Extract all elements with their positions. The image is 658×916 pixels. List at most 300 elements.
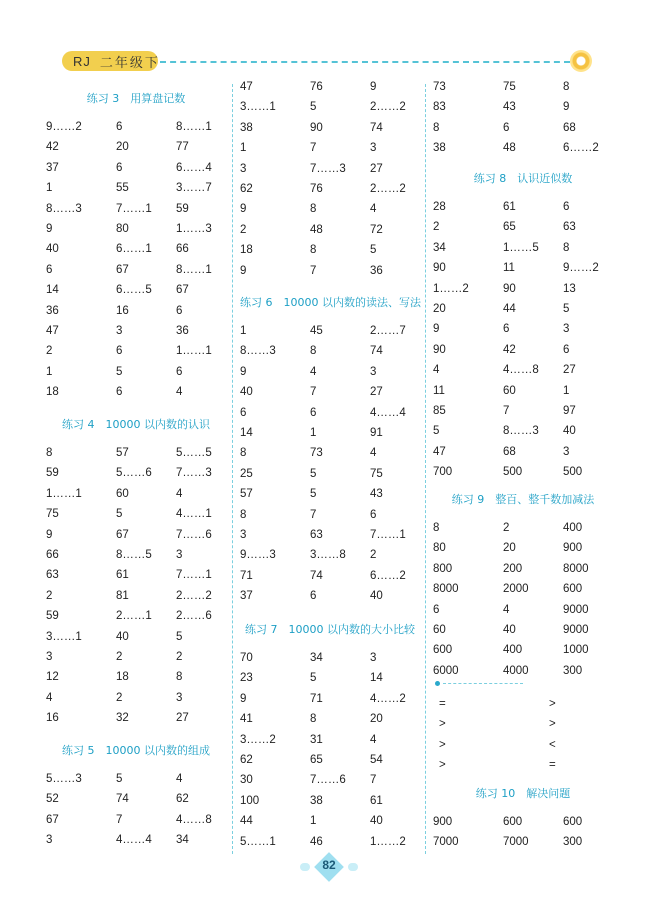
answer-cell: 40	[370, 590, 383, 603]
answer-cell: 1000	[563, 644, 589, 657]
answer-cell: 6	[116, 345, 123, 358]
answer-cell: 62	[240, 183, 253, 195]
answer-cell: 700	[433, 466, 453, 479]
answer-cell: 2	[176, 651, 183, 663]
answer-cell: 6……2	[563, 142, 599, 155]
answer-cell: 61	[503, 201, 516, 213]
answer-cell: 600	[503, 816, 523, 828]
answer-cell: 4	[370, 203, 377, 216]
answer-cell: 6	[370, 508, 377, 521]
answer-cell: 32	[116, 712, 129, 725]
answer-cell: 7	[503, 405, 510, 417]
answer-cell: 8	[563, 241, 570, 254]
answer-cell: 500	[503, 466, 523, 479]
answer-cell: 63	[563, 221, 576, 234]
answer-cell: 1	[240, 142, 247, 155]
answer-cell: 4	[370, 733, 377, 746]
answer-cell: 37	[240, 590, 253, 603]
answer-cell: 65	[503, 221, 516, 234]
answer-cell: 25	[240, 467, 253, 480]
answer-cell: 5	[310, 467, 317, 480]
answer-cell: 8……3	[503, 425, 539, 438]
answer-cell: 4……4	[370, 406, 406, 419]
answer-cell: 66	[46, 549, 59, 561]
answer-cell: 42	[503, 343, 516, 356]
answer-cell: 2	[370, 549, 377, 562]
answer-cell: 300	[563, 836, 583, 849]
answer-cell: 7	[310, 142, 317, 155]
answer-cell: 9……3	[240, 549, 276, 562]
answer-cell: 16	[46, 712, 59, 725]
answer-cell: 18	[116, 671, 129, 684]
answer-cell: 97	[563, 405, 576, 417]
answer-cell: 9	[240, 264, 247, 277]
answer-cell: 75	[503, 81, 516, 93]
section-title: 练习 5 10000 以内数的组成	[62, 744, 210, 757]
answer-cell: 83	[433, 101, 446, 114]
answer-cell: 7000	[433, 836, 459, 849]
answer-cell: 1……2	[370, 835, 406, 848]
answer-cell: 45	[310, 325, 323, 337]
answer-cell: 31	[310, 733, 323, 746]
answer-cell: 75	[370, 467, 383, 480]
answer-cell: 8	[433, 522, 440, 534]
answer-cell: <	[549, 738, 556, 751]
answer-cell: 8	[310, 345, 317, 358]
answer-cell: 55	[116, 182, 129, 195]
answer-cell: 40	[240, 386, 253, 399]
answer-cell: 4	[503, 603, 510, 616]
answer-cell: 100	[240, 794, 260, 807]
answer-cell: 44	[240, 815, 253, 828]
answer-cell: 3	[176, 691, 183, 704]
answer-cell: 48	[503, 142, 516, 155]
answer-cell: 9……2	[563, 262, 599, 275]
answer-cell: 9	[563, 101, 570, 114]
answer-cell: 1……3	[176, 223, 212, 235]
answer-cell: 7	[310, 508, 317, 521]
answer-cell: 4	[176, 773, 183, 785]
answer-cell: 18	[46, 386, 59, 399]
answer-cell: 59	[176, 202, 189, 215]
answer-cell: 6	[46, 263, 53, 276]
answer-cell: 60	[433, 624, 446, 636]
answer-cell: 8	[176, 671, 183, 684]
answer-cell: 3	[46, 834, 53, 847]
answer-cell: 61	[116, 569, 129, 582]
answer-cell: 2	[433, 221, 440, 234]
section-title: 练习 3 用算盘记数	[86, 92, 186, 105]
answer-cell: 20	[370, 713, 383, 726]
answer-cell: 57	[116, 447, 129, 459]
answer-cell: 8	[46, 447, 53, 459]
answer-cell: 9	[240, 365, 247, 378]
answer-cell: 60	[116, 487, 129, 500]
answer-cell: 43	[370, 488, 383, 501]
answer-cell: 6	[563, 201, 570, 213]
answer-cell: 90	[433, 343, 446, 356]
answer-cell: 2	[116, 691, 123, 704]
answer-cell: =	[549, 759, 556, 772]
answer-cell: 90	[433, 262, 446, 275]
answer-cell: 68	[563, 121, 576, 134]
answer-cell: 5	[433, 425, 440, 438]
answer-cell: 3……7	[176, 182, 212, 195]
answer-cell: 43	[503, 101, 516, 114]
answer-cell: 13	[563, 282, 576, 295]
answer-cell: 8……3	[46, 202, 82, 215]
answer-cell: 6	[503, 121, 510, 134]
answer-cell: 40	[563, 425, 576, 438]
answer-cell: 8	[240, 508, 247, 521]
answer-cell: 59	[46, 610, 59, 623]
answer-cell: 6	[176, 365, 183, 378]
answer-cell: 44	[503, 303, 516, 315]
answer-cell: 47	[46, 325, 59, 337]
answer-cell: 900	[563, 542, 583, 555]
answer-cell: 2	[503, 522, 510, 534]
answer-cell: 3……8	[310, 549, 346, 562]
answer-cell: 2	[46, 345, 53, 358]
answer-cell: >	[439, 718, 446, 731]
answer-cell: 2……6	[176, 610, 212, 623]
answer-cell: 67	[46, 813, 59, 826]
answer-cell: 1	[240, 325, 247, 337]
answer-cell: 3……1	[240, 101, 276, 114]
answer-cell: 36	[46, 304, 59, 317]
answer-cell: 6……1	[116, 243, 152, 256]
answer-cell: 8	[310, 244, 317, 257]
answer-cell: 76	[310, 81, 323, 93]
answer-cell: 28	[433, 201, 446, 213]
answer-cell: 8……1	[176, 121, 212, 133]
answer-cell: 3	[563, 445, 570, 458]
answer-cell: 6……5	[116, 284, 152, 297]
answer-cell: 3……2	[240, 733, 276, 746]
answer-cell: 27	[370, 386, 383, 399]
answer-cell: 400	[503, 644, 523, 657]
answer-cell: 4	[176, 386, 183, 399]
answer-cell: 9000	[563, 603, 589, 616]
answer-cell: 40	[503, 624, 516, 636]
answer-cell: 63	[46, 569, 59, 582]
page-header	[0, 0, 658, 80]
answer-cell: 4……8	[176, 813, 212, 826]
answer-cell: 7……1	[370, 529, 406, 541]
answer-cell: 7……3	[176, 467, 212, 480]
answer-cell: 5	[116, 508, 123, 521]
bullet-dot	[435, 681, 440, 686]
answer-cell: 4	[310, 365, 317, 378]
answer-cell: 34	[433, 241, 446, 254]
sun-icon	[570, 50, 592, 72]
answer-cell: 48	[310, 223, 323, 236]
answer-cell: 8……1	[176, 263, 212, 276]
answer-cell: 600	[563, 583, 583, 596]
answer-cell: 7……1	[176, 569, 212, 582]
answer-cell: 34	[176, 834, 189, 847]
answer-cell: 2……2	[176, 589, 212, 602]
answer-cell: 9	[240, 692, 247, 705]
answer-cell: 40	[46, 243, 59, 256]
answer-cell: 52	[46, 793, 59, 806]
answer-cell: 3	[370, 652, 377, 664]
answer-cell: 73	[310, 447, 323, 460]
answer-cell: 75	[46, 508, 59, 521]
answer-cell: 11	[503, 262, 515, 275]
answer-cell: 14	[46, 284, 59, 297]
section-title: 练习 6 10000 以内数的读法、写法	[240, 296, 421, 309]
answer-cell: 18	[240, 244, 253, 257]
answer-cell: 23	[240, 672, 253, 685]
answer-cell: 4	[370, 447, 377, 460]
answer-cell: 3	[116, 325, 123, 337]
answer-cell: 400	[563, 522, 583, 534]
answer-cell: 8	[563, 81, 570, 93]
answer-cell: 5……1	[240, 835, 276, 848]
answer-cell: 77	[176, 141, 189, 154]
answer-cell: 5	[310, 101, 317, 114]
edition-label: RJ	[73, 53, 91, 69]
answer-cell: 7000	[503, 836, 529, 849]
answer-cell: 71	[310, 692, 323, 705]
answer-cell: 5	[310, 488, 317, 501]
answer-cell: 6	[433, 603, 440, 616]
answer-cell: 4……1	[176, 508, 212, 521]
answer-cell: 2	[116, 651, 123, 663]
page-number: 82	[322, 858, 336, 872]
answer-cell: 9	[370, 81, 377, 93]
answer-cell: 66	[176, 243, 189, 256]
term-label: 下	[144, 55, 158, 71]
answer-cell: 3	[240, 529, 247, 541]
answer-cell: 73	[433, 81, 446, 93]
page-number-badge	[306, 853, 352, 881]
answer-cell: 4……4	[116, 834, 152, 847]
answer-cell: 63	[310, 529, 323, 541]
answer-cell: 7……6	[176, 528, 212, 541]
answer-cell: 8……5	[116, 549, 152, 561]
answer-cell: 72	[370, 223, 383, 236]
answer-cell: 5……6	[116, 467, 152, 480]
answer-cell: 7	[310, 264, 317, 277]
answer-cell: 74	[116, 793, 129, 806]
answer-cell: 27	[563, 364, 576, 377]
answer-cell: 6……2	[370, 569, 406, 582]
answer-cell: 2……7	[370, 325, 406, 337]
answer-cell: 27	[370, 162, 383, 175]
section-title: 练习 10 解决问题	[475, 787, 571, 800]
answer-cell: 76	[310, 183, 323, 195]
answer-cell: 46	[310, 835, 323, 848]
answer-cell: 14	[370, 672, 383, 685]
answer-cell: 60	[503, 384, 516, 397]
answer-cell: 62	[176, 793, 189, 806]
answer-cell: 42	[46, 141, 59, 154]
answer-cell: 6……4	[176, 161, 212, 174]
answer-cell: 6	[116, 386, 123, 399]
answer-cell: 6000	[433, 664, 459, 677]
answer-cell: 37	[46, 161, 59, 174]
answer-cell: 7……6	[310, 774, 346, 787]
answer-cell: >	[439, 738, 446, 751]
header-divider	[160, 61, 570, 63]
answer-cell: 54	[370, 754, 383, 766]
answer-cell: 1……5	[503, 241, 539, 254]
answer-cell: 36	[370, 264, 383, 277]
column-divider-2	[425, 84, 426, 854]
answer-cell: 40	[116, 630, 129, 643]
answer-cell: 1……2	[433, 282, 469, 295]
answer-cell: 67	[116, 528, 129, 541]
answer-cell: 38	[310, 794, 323, 807]
answer-cell: >	[549, 718, 556, 731]
answer-cell: 6	[116, 121, 123, 133]
answer-cell: 20	[116, 141, 129, 154]
answer-cell: 5	[116, 365, 123, 378]
answer-cell: 6	[176, 304, 183, 317]
answer-cell: 41	[240, 713, 253, 726]
answer-cell: 6	[310, 406, 317, 419]
answer-cell: 7……3	[310, 162, 346, 175]
answer-cell: 9	[46, 528, 53, 541]
answer-cell: 38	[433, 142, 446, 155]
answer-cell: 5	[563, 303, 570, 315]
answer-cell: 7……1	[116, 202, 152, 215]
answer-cell: 4	[433, 364, 440, 377]
answer-cell: 8	[310, 713, 317, 726]
section-title: 练习 8 认识近似数	[473, 172, 573, 185]
answer-cell: 7	[310, 386, 317, 399]
answer-cell: 900	[433, 816, 453, 828]
answer-cell: 90	[503, 282, 516, 295]
section-title: 练习 9 整百、整千数加减法	[451, 493, 595, 506]
answer-cell: 90	[310, 121, 323, 134]
answer-cell: 7	[116, 813, 123, 826]
answer-cell: 68	[503, 445, 516, 458]
answer-cell: 8	[433, 121, 440, 134]
answer-cell: >	[549, 698, 556, 710]
section-title: 练习 4 10000 以内数的认识	[62, 418, 210, 431]
answer-cell: 85	[433, 405, 446, 417]
answer-cell: 8	[240, 447, 247, 460]
answer-cell: 91	[370, 427, 383, 439]
answer-cell: 1……1	[176, 345, 212, 358]
answer-cell: 9……2	[46, 121, 82, 133]
answer-cell: 71	[240, 569, 253, 582]
answer-cell: 5	[310, 672, 317, 685]
answer-cell: 61	[370, 794, 383, 807]
answer-cell: 47	[240, 81, 253, 93]
grade-label: 二年级	[99, 55, 145, 71]
answer-cell: 59	[46, 467, 59, 480]
answer-cell: 8000	[563, 562, 589, 575]
answer-cell: 600	[433, 644, 453, 657]
answer-cell: 2……2	[370, 183, 406, 195]
answer-cell: 6	[116, 161, 123, 174]
answer-cell: 5	[370, 244, 377, 257]
answer-cell: 3	[240, 162, 247, 175]
answer-cell: 20	[433, 303, 446, 315]
answer-cell: 1	[46, 365, 53, 378]
answer-cell: 81	[116, 589, 129, 602]
answer-cell: 74	[310, 569, 323, 582]
answer-cell: 4	[46, 691, 53, 704]
answer-cell: 47	[433, 445, 446, 458]
answer-cell: 6	[310, 590, 317, 603]
answer-cell: 30	[240, 774, 253, 787]
answer-cell: 65	[310, 754, 323, 766]
answer-cell: 80	[116, 223, 129, 235]
answer-cell: 4……8	[503, 364, 539, 377]
answer-cell: 40	[370, 815, 383, 828]
answer-cell: 3	[563, 323, 570, 336]
answer-cell: 9	[46, 223, 53, 235]
answer-cell: 1	[46, 182, 53, 195]
answer-cell: =	[439, 698, 446, 710]
answer-cell: 74	[370, 121, 383, 134]
answer-cell: 2……1	[116, 610, 152, 623]
answer-cell: 57	[240, 488, 253, 501]
answer-cell: 800	[433, 562, 453, 575]
answer-cell: 62	[240, 754, 253, 766]
answer-cell: 14	[240, 427, 253, 439]
answer-cell: 9	[240, 203, 247, 216]
answer-cell: 16	[116, 304, 129, 317]
answer-cell: 9000	[563, 624, 589, 636]
answer-cell: 4	[176, 487, 183, 500]
answer-cell: 500	[563, 466, 583, 479]
answer-cell: 80	[433, 542, 446, 555]
short-divider	[443, 683, 523, 684]
answer-cell: 200	[503, 562, 523, 575]
answer-cell: 74	[370, 345, 383, 358]
answer-cell: 3	[370, 365, 377, 378]
answer-cell: 5	[176, 630, 183, 643]
answer-cell: 3	[176, 549, 183, 561]
answer-cell: 8……3	[240, 345, 276, 358]
answer-cell: 3	[370, 142, 377, 155]
answer-cell: 6	[240, 406, 247, 419]
answer-cell: 9	[433, 323, 440, 336]
answer-cell: 4……2	[370, 692, 406, 705]
answer-cell: 1	[310, 427, 317, 439]
answer-cell: 600	[563, 816, 583, 828]
answer-cell: 4000	[503, 664, 529, 677]
answer-cell: 2000	[503, 583, 529, 596]
answer-cell: 3……1	[46, 630, 82, 643]
answer-cell: 70	[240, 652, 253, 664]
answer-cell: 2……2	[370, 101, 406, 114]
grade-badge	[62, 51, 158, 71]
answer-cell: 5……5	[176, 447, 212, 459]
answer-cell: 5……3	[46, 773, 82, 785]
answer-cell: 2	[240, 223, 247, 236]
answer-cell: 11	[433, 384, 445, 397]
answer-cell: 67	[176, 284, 189, 297]
answer-cell: 5	[116, 773, 123, 785]
answer-cell: 67	[116, 263, 129, 276]
answer-cell: >	[439, 759, 446, 772]
answer-cell: 8000	[433, 583, 459, 596]
answer-cell: 3	[46, 651, 53, 663]
section-title: 练习 7 10000 以内数的大小比较	[245, 623, 415, 636]
answer-cell: 34	[310, 652, 323, 664]
answer-cell: 1……1	[46, 487, 82, 500]
answer-cell: 300	[563, 664, 583, 677]
answer-cell: 36	[176, 325, 189, 337]
answer-cell: 2	[46, 589, 53, 602]
